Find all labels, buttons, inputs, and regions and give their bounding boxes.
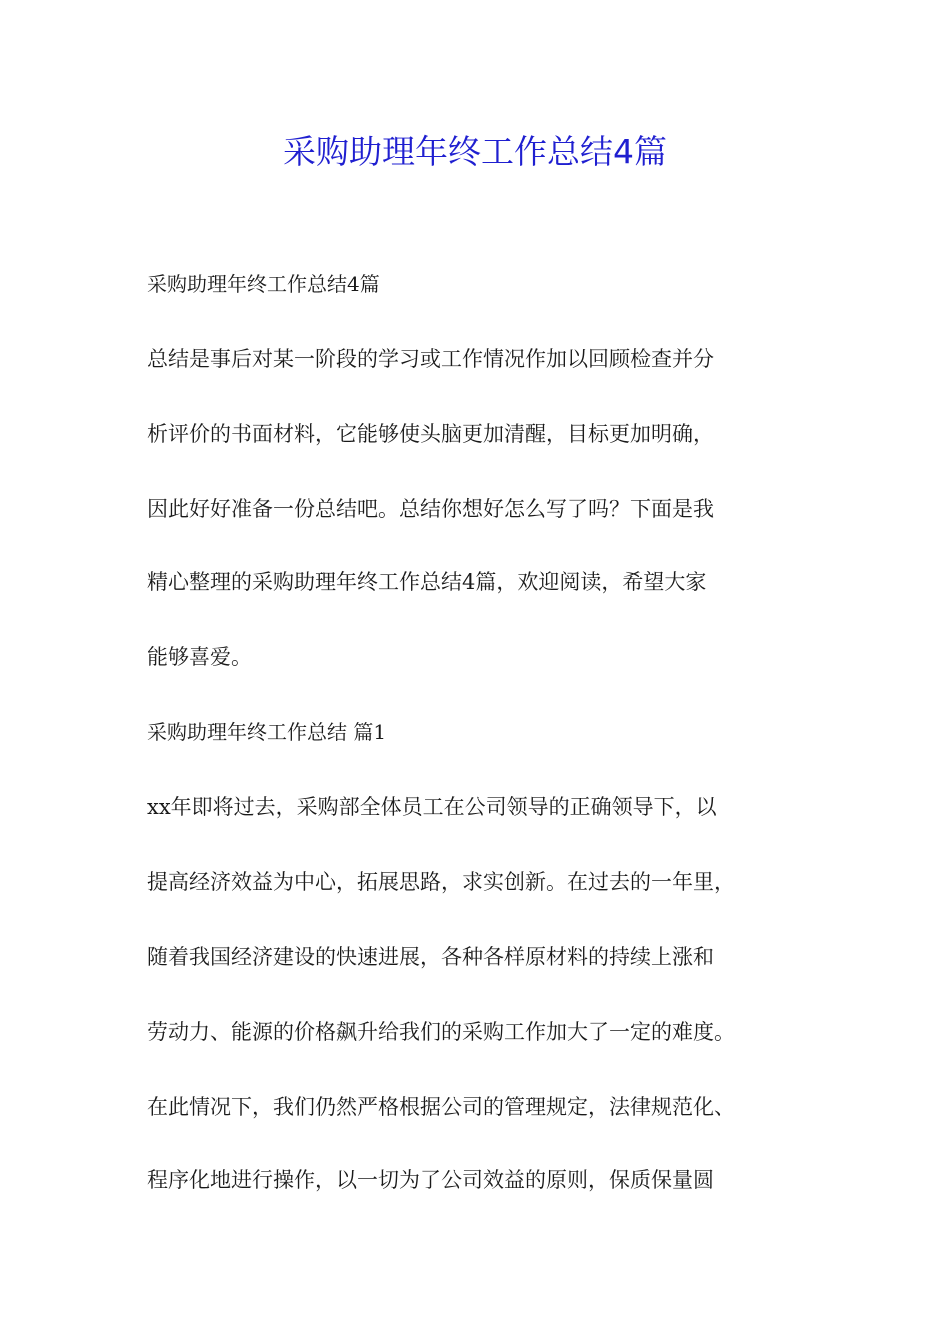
intro-line: 能够喜爱。: [147, 645, 252, 669]
document-subtitle: 采购助理年终工作总结4篇: [147, 272, 380, 296]
document-title: 采购助理年终工作总结4篇: [283, 132, 667, 171]
body-line: xx年即将过去，采购部全体员工在公司领导的正确领导下，以: [147, 795, 717, 819]
body-line: 随着我国经济建设的快速进展，各种各样原材料的持续上涨和: [147, 945, 714, 969]
body-line: 在此情况下，我们仍然严格根据公司的管理规定，法律规范化、: [147, 1095, 735, 1119]
intro-line: 总结是事后对某一阶段的学习或工作情况作加以回顾检查并分: [147, 347, 714, 371]
body-line: 劳动力、能源的价格飙升给我们的采购工作加大了一定的难度。: [147, 1020, 735, 1044]
intro-line: 析评价的书面材料，它能够使头脑更加清醒，目标更加明确，: [147, 422, 714, 446]
intro-line: 因此好好准备一份总结吧。总结你想好怎么写了吗？下面是我: [147, 497, 714, 521]
body-line: 程序化地进行操作，以一切为了公司效益的原则，保质保量圆: [147, 1168, 714, 1192]
intro-line: 精心整理的采购助理年终工作总结4篇，欢迎阅读，希望大家: [147, 570, 707, 594]
body-line: 提高经济效益为中心，拓展思路，求实创新。在过去的一年里，: [147, 870, 735, 894]
section-heading: 采购助理年终工作总结 篇1: [147, 720, 387, 744]
